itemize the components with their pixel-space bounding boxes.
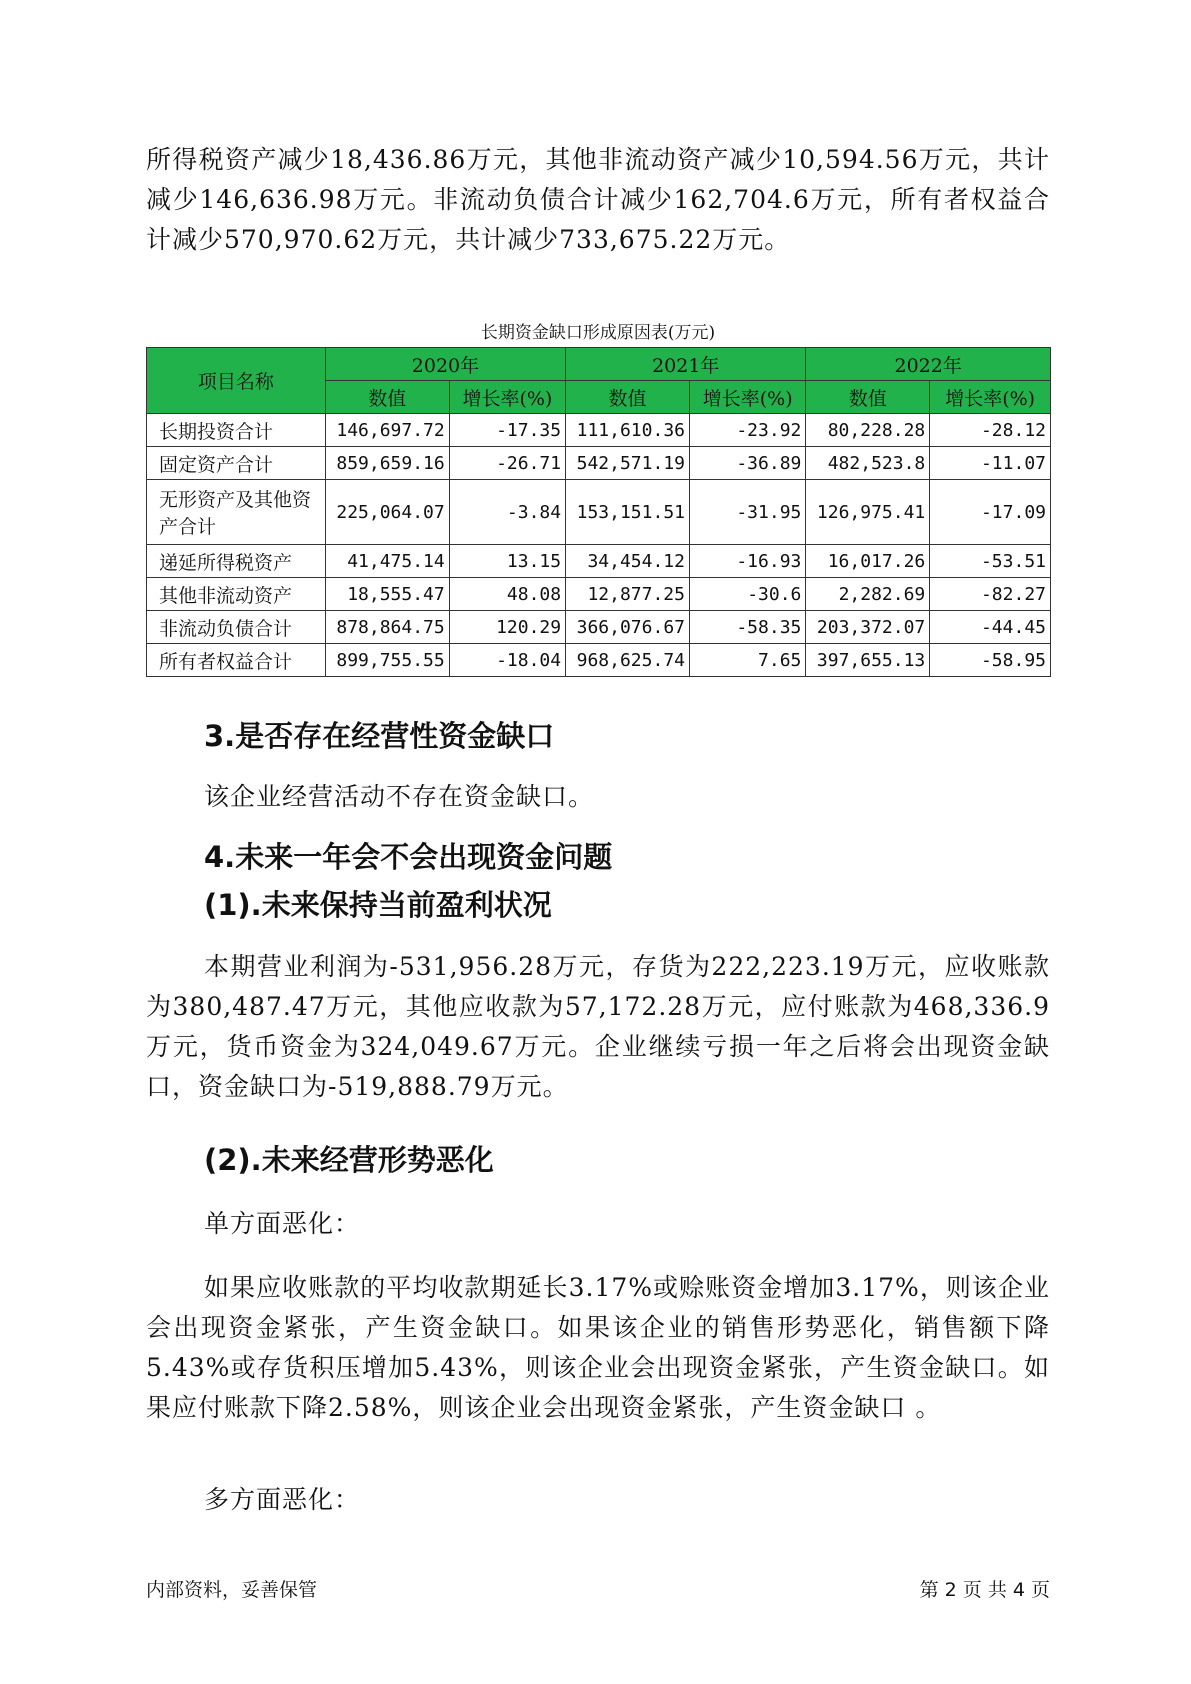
value-subheader: 数值 (806, 381, 930, 414)
single-label: 单方面恶化： (204, 1209, 361, 1238)
cell-value: 366,076.67 (566, 611, 690, 644)
cell-growth: -31.95 (690, 480, 806, 545)
cell-growth: 120.29 (449, 611, 565, 644)
cell-value: 2,282.69 (806, 578, 930, 611)
cell-value: 878,864.75 (325, 611, 449, 644)
row-name: 递延所得税资产 (147, 545, 326, 578)
cell-growth: 48.08 (449, 578, 565, 611)
growth-subheader: 增长率(%) (930, 381, 1051, 414)
page-number: 第 2 页 共 4 页 (919, 1579, 1050, 1601)
cell-growth: -53.51 (930, 545, 1051, 578)
sub2-heading: (2).未来经营形势恶化 (204, 1143, 494, 1177)
cell-value: 80,228.28 (806, 414, 930, 447)
table-row (147, 611, 1051, 644)
row-name: 长期投资合计 (147, 414, 326, 447)
cell-growth: -28.12 (930, 414, 1051, 447)
cell-growth: -82.27 (930, 578, 1051, 611)
intro-paragraph: 所得税资产减少18,436.86万元，其他非流动资产减少10,594.56万元，共计减少146,636.98万元。非流动负债合计减少162,704.6万元，所有者权益合计减少570,970.62万元，共计减少733,675.22万元。 (146, 145, 1050, 254)
row-name: 固定资产合计 (147, 447, 326, 480)
value-subheader: 数值 (325, 381, 449, 414)
cell-value: 18,555.47 (325, 578, 449, 611)
cell-growth: -17.35 (449, 414, 565, 447)
cell-value: 126,975.41 (806, 480, 930, 545)
cell-growth: -36.89 (690, 447, 806, 480)
row-name: 其他非流动资产 (147, 578, 326, 611)
growth-subheader: 增长率(%) (449, 381, 565, 414)
row-name: 非流动负债合计 (147, 611, 326, 644)
cell-value: 397,655.13 (806, 644, 930, 677)
table-row (147, 545, 1051, 578)
cell-growth: 13.15 (449, 545, 565, 578)
cell-value: 542,571.19 (566, 447, 690, 480)
cell-value: 41,475.14 (325, 545, 449, 578)
sub1-text: 本期营业利润为-531,956.28万元，存货为222,223.19万元，应收账款为380,487.47万元，其他应收款为57,172.28万元，应付账款为468,336.9万元，货币资金为324,049.67万元。企业继续亏损一年之后将会出现资金缺口，资金缺口为-519,888.79万元。 (146, 952, 1050, 1101)
cell-growth: -58.35 (690, 611, 806, 644)
cell-value: 968,625.74 (566, 644, 690, 677)
year-header: 2021年 (566, 348, 806, 381)
cell-growth: -58.95 (930, 644, 1051, 677)
table-row (147, 414, 1051, 447)
cell-value: 203,372.07 (806, 611, 930, 644)
row-name: 无形资产及其他资产合计 (147, 480, 326, 545)
cell-value: 146,697.72 (325, 414, 449, 447)
cell-value: 153,151.51 (566, 480, 690, 545)
year-header: 2022年 (806, 348, 1051, 381)
cell-growth: -26.71 (449, 447, 565, 480)
value-subheader: 数值 (566, 381, 690, 414)
item-name-header: 项目名称 (147, 348, 326, 414)
table-caption: 长期资金缺口形成原因表(万元) (480, 323, 716, 343)
section4-heading: 4.未来一年会不会出现资金问题 (204, 840, 613, 874)
year-header: 2020年 (325, 348, 565, 381)
single-text: 如果应收账款的平均收款期延长3.17%或赊账资金增加3.17%，则该企业会出现资金紧张，产生资金缺口。如果该企业的销售形势恶化，销售额下降5.43%或存货积压增加5.43%，则该企业会出现资金紧张，产生资金缺口。如果应付账款下降2.58%，则该企业会出现资金紧张，产生资金缺口 。 (146, 1273, 1050, 1422)
cell-growth: -16.93 (690, 545, 806, 578)
cell-value: 859,659.16 (325, 447, 449, 480)
table-row (147, 480, 1051, 545)
cell-value: 482,523.8 (806, 447, 930, 480)
cell-growth: -18.04 (449, 644, 565, 677)
growth-subheader: 增长率(%) (690, 381, 806, 414)
cell-value: 111,610.36 (566, 414, 690, 447)
cell-growth: -23.92 (690, 414, 806, 447)
cell-value: 16,017.26 (806, 545, 930, 578)
cell-growth: -3.84 (449, 480, 565, 545)
cell-growth: -17.09 (930, 480, 1051, 545)
cell-growth: -30.6 (690, 578, 806, 611)
cell-growth: 7.65 (690, 644, 806, 677)
cell-growth: -44.45 (930, 611, 1051, 644)
cell-value: 34,454.12 (566, 545, 690, 578)
sub1-heading: (1).未来保持当前盈利状况 (204, 888, 552, 922)
section3-text: 该企业经营活动不存在资金缺口。 (204, 782, 595, 811)
table-row (147, 447, 1051, 480)
table-row (147, 644, 1051, 677)
funding-gap-table (146, 347, 1051, 677)
footer-left: 内部资料，妥善保管 (146, 1579, 318, 1601)
cell-growth: -11.07 (930, 447, 1051, 480)
cell-value: 12,877.25 (566, 578, 690, 611)
cell-value: 899,755.55 (325, 644, 449, 677)
multi-label: 多方面恶化： (204, 1485, 361, 1514)
table-row (147, 578, 1051, 611)
cell-value: 225,064.07 (325, 480, 449, 545)
section3-heading: 3.是否存在经营性资金缺口 (204, 719, 555, 753)
row-name: 所有者权益合计 (147, 644, 326, 677)
